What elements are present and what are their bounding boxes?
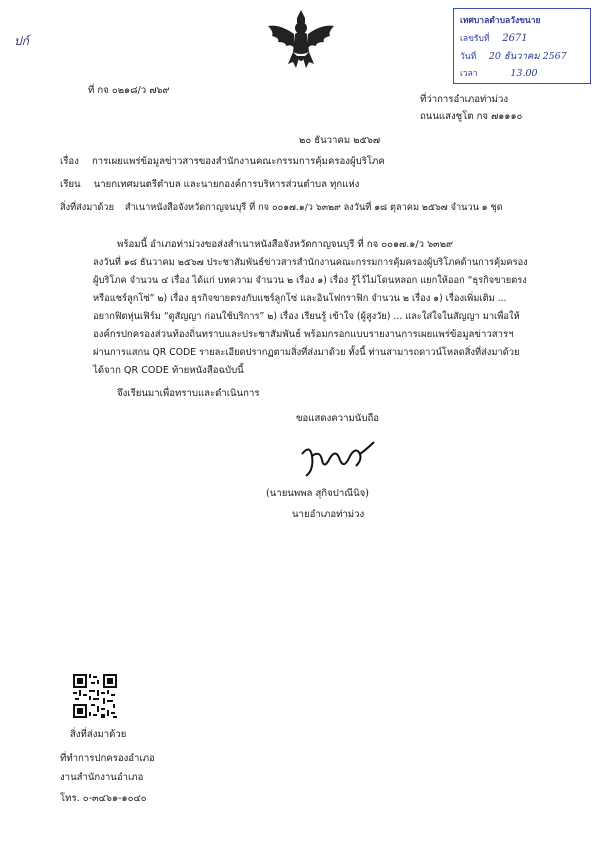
recipient-text: นายกเทศมนตรีตำบล และนายกองค์การบริหารส่วนตำบล ทุกแห่ง <box>93 179 360 190</box>
garuda-emblem <box>266 8 336 70</box>
body-line-2: ลงวันที่ ๑๘ ธันวาคม ๒๕๖๗ ประชาสัมพันธ์ข่าวสารสำนักงานคณะกรรมการคุ้มครองผู้บริโภคด้านการคุ้มครอง <box>93 257 528 268</box>
signer-title: นายอำเภอท่าม่วง <box>292 509 365 520</box>
stamp-receive-no <box>460 31 528 45</box>
recipient-label: เรียน <box>60 179 81 190</box>
margin-note: ปก์ <box>14 34 29 48</box>
body-line-6: องค์กรปกครองส่วนท้องถิ่นทราบและประชาสัมพันธ์ พร้อมกรอกแบบรายงานการเผยแพร่ข้อมูลข่าวสารฯ <box>93 329 514 340</box>
qr-code <box>73 674 117 718</box>
stamp-date-value: 20 ธันวาคม 2567 <box>488 51 567 62</box>
stamp-time-label: เวลา <box>460 69 478 79</box>
subject-label: เรื่อง <box>60 156 79 167</box>
receive-stamp <box>453 8 591 84</box>
stamp-time-value: 13.00 <box>510 68 538 79</box>
subject-row <box>60 154 385 169</box>
footer-line1: ที่ทำการปกครองอำเภอ <box>60 753 155 764</box>
stamp-date <box>460 49 567 64</box>
closing-request: จึงเรียนมาเพื่อทราบและดำเนินการ <box>117 388 260 399</box>
body-line-5: อยากฟิตหุ่นเฟิร์ม “ดูสัญญา ก่อนใช้บริการ” ๒) เรื่อง เรียนรู้ เข้าใจ (ผู้สูงวัย) ... และใส่ใจในสัญญา มาเพื่อให้ <box>93 311 520 322</box>
stamp-date-label: วันที่ <box>460 52 477 62</box>
enclosure-label: สิ่งที่ส่งมาด้วย <box>60 202 114 213</box>
footer-phone: โทร. ๐-๓๔๖๑-๑๐๔๐ <box>60 793 147 804</box>
qr-caption: สิ่งที่ส่งมาด้วย <box>70 729 127 740</box>
stamp-time <box>460 66 538 80</box>
body-line-8: ได้จาก QR CODE ท้ายหนังสือฉบับนี้ <box>93 365 244 376</box>
subject-text: การเผยแพร่ข้อมูลข่าวสารของสำนักงานคณะกรรมการคุ้มครองผู้บริโภค <box>91 156 385 167</box>
body-line-1: พร้อมนี้ อำเภอท่าม่วงขอส่งสำเนาหนังสือจังหวัดกาญจนบุรี ที่ กจ ๐๐๑๗.๑/ว ๖๓๒๙ <box>117 239 454 250</box>
body-line-4: หรือแชร์ลูกโซ่” ๒) เรื่อง ธุรกิจขายตรงกับแชร์ลูกโซ่ และอินโฟกราฟิก จำนวน ๒ เรื่อง ๑) เรื่องเพิ่มเติม ... <box>93 293 507 304</box>
enclosure-text: สำเนาหนังสือจังหวัดกาญจนบุรี ที่ กจ ๐๐๑๗.๑/ว ๖๓๒๙ ลงวันที่ ๑๘ ตุลาคม ๒๕๖๗ จำนวน ๑ ชุด <box>124 202 503 213</box>
signer-name: (นายนพพล สุกิจปาณีนิจ) <box>266 488 370 499</box>
stamp-org: เทศบาลตำบลวังขนาย <box>460 16 541 26</box>
body-line-3: ผู้บริโภค จำนวน ๔ เรื่อง ได้แก่ บทความ จำนวน ๒ เรื่อง ๑) เรื่อง รู้ไว้ไม่โดนหลอก แยกให้ออก “ธุรกิจขายตรง <box>93 275 527 286</box>
document-number: ที่ กจ ๐๒๑๘/ว ๗๖๙ <box>88 85 170 96</box>
signature <box>296 440 376 482</box>
stamp-receive-no-label: เลขรับที่ <box>460 34 490 44</box>
office-address-line2: ถนนแสงชูโต กจ ๗๑๑๑๐ <box>420 111 523 122</box>
document-date: ๒๐ ธันวาคม ๒๕๖๗ <box>299 135 381 146</box>
recipient-row <box>60 177 359 192</box>
office-address-line1: ที่ว่าการอำเภอท่าม่วง <box>420 94 509 105</box>
footer-line2: งานสำนักงานอำเภอ <box>60 772 144 783</box>
stamp-receive-no-value: 2671 <box>502 33 528 44</box>
closing: ขอแสดงความนับถือ <box>296 413 380 424</box>
body-line-7: ผ่านการแสกน QR CODE รายละเอียดปรากฏตามสิ่งที่ส่งมาด้วย ทั้งนี้ ท่านสามารถดาวน์โหลดสิ่งที่ส่งมาด้วย <box>93 347 520 358</box>
enclosure-row <box>60 200 503 215</box>
